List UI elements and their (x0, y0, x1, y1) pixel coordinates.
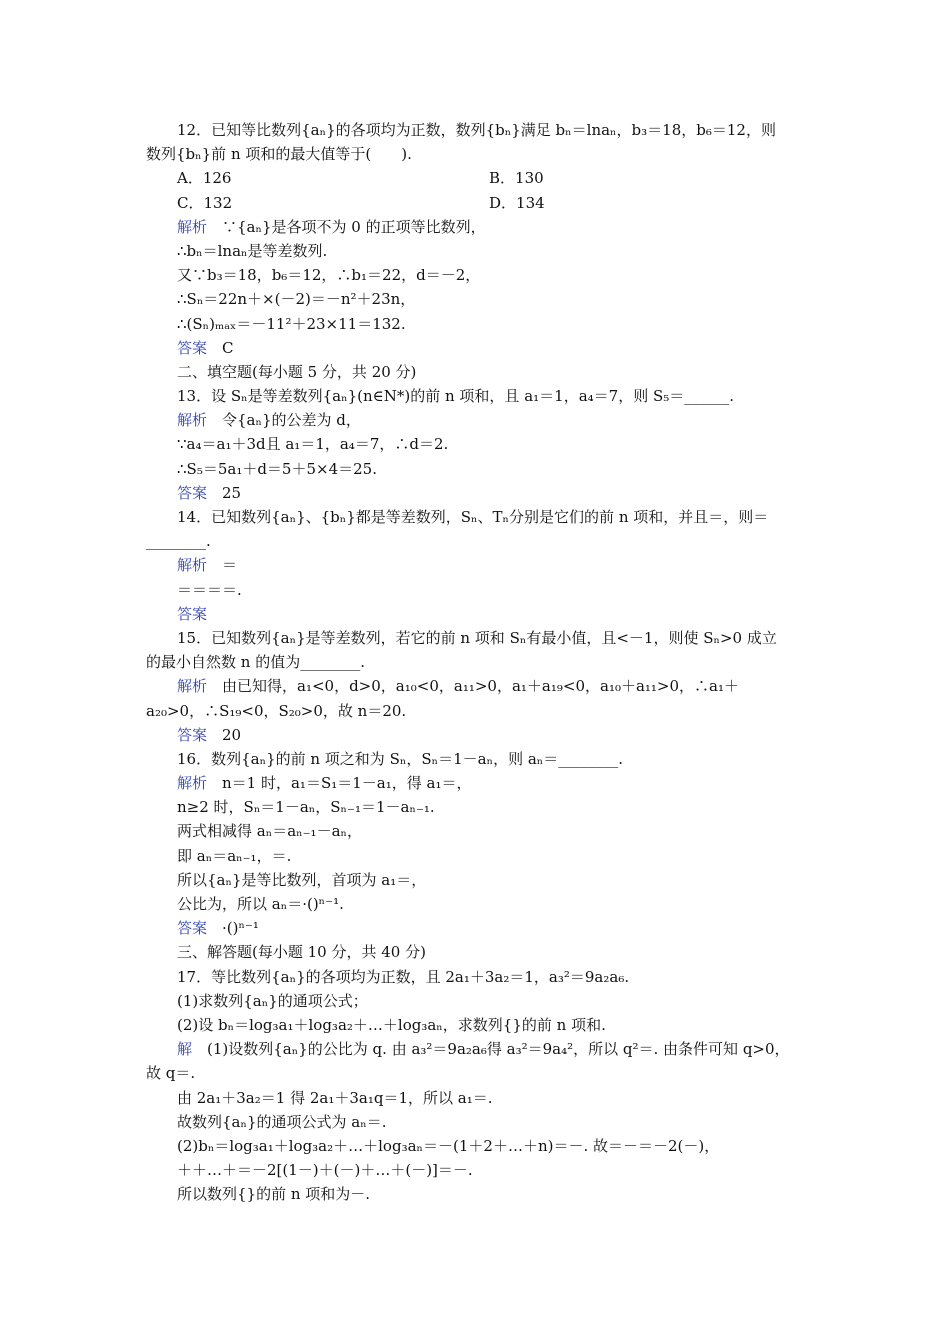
line-text: 即 aₙ＝aₙ₋₁，＝. (177, 846, 292, 865)
text-line (146, 215, 808, 239)
text-line (146, 578, 808, 602)
text-line (146, 795, 808, 819)
line-text: 13．设 Sₙ是等差数列{aₙ}(n∈N*)的前 n 项和，且 a₁＝1，a₄＝7，则 S₅＝______. (177, 387, 735, 406)
text-line (146, 747, 808, 771)
section-label: 答案 (177, 725, 208, 744)
section-label: 答案 (177, 338, 208, 357)
line-text: ＝＝＝＝. (177, 580, 242, 599)
text-line (146, 1037, 808, 1061)
text-line (146, 650, 808, 674)
text-line (146, 1110, 808, 1134)
text-line (146, 965, 808, 989)
section-label: 解析 (177, 556, 208, 575)
section-label: 解析 (177, 774, 208, 793)
line-text: ＝ (207, 556, 238, 575)
line-text: 故 q＝. (146, 1064, 196, 1083)
answer-option: A．126 (177, 169, 232, 188)
text-line (146, 940, 808, 964)
text-line (146, 457, 808, 481)
line-text: ∵a₄＝a₁＋3d且 a₁＝1，a₄＝7，∴d＝2. (177, 435, 449, 454)
text-line (146, 360, 808, 384)
text-line (146, 868, 808, 892)
text-line (146, 723, 808, 747)
line-text: ·()ⁿ⁻¹ (207, 919, 259, 938)
line-text: n≥2 时，Sₙ＝1－aₙ，Sₙ₋₁＝1－aₙ₋₁. (177, 798, 435, 817)
line-text: ∴S₅＝5a₁＋d＝5＋5×4＝25. (177, 459, 377, 478)
text-line (146, 505, 808, 529)
line-text: 由已知得，a₁<0，d>0，a₁₀<0，a₁₁>0，a₁＋a₁₉<0，a₁₀＋a₁₁>0，∴a₁＋ (207, 677, 740, 696)
text-line (146, 481, 808, 505)
line-text: 所以数列{}的前 n 项和为－. (177, 1185, 371, 1204)
line-text: n＝1 时，a₁＝S₁＝1－a₁，得 a₁＝， (207, 774, 472, 793)
text-line (146, 819, 808, 843)
line-text: (2)bₙ＝log₃a₁＋log₃a₂＋…＋log₃aₙ＝－(1＋2＋…＋n)＝－. 故＝－＝－2(－)， (177, 1136, 720, 1155)
text-line (146, 384, 808, 408)
section-label: 解析 (177, 411, 208, 430)
line-text: (1)求数列{aₙ}的通项公式； (177, 991, 368, 1010)
line-text: ∴(Sₙ)ₘₐₓ＝－11²＋23×11＝132. (177, 314, 406, 333)
line-text: 所以{aₙ}是等比数列，首项为 a₁＝， (177, 870, 427, 889)
text-line (146, 674, 808, 698)
line-text: ∵{aₙ}是各项不为 0 的正项等比数列， (207, 217, 486, 236)
text-line (146, 1134, 808, 1158)
text-line (146, 626, 808, 650)
line-text: 12．已知等比数列{aₙ}的各项均为正数，数列{bₙ}满足 bₙ＝lnaₙ，b₃＝18，b₆＝12，则 (177, 121, 776, 139)
section-label: 答案 (177, 604, 208, 623)
text-line (146, 408, 808, 432)
line-text: 二、填空题(每小题 5 分，共 20 分) (177, 362, 417, 381)
line-text: ＋＋…＋＝－2[(1－)＋(－)＋…＋(－)]＝－. (177, 1161, 473, 1180)
text-line (146, 844, 808, 868)
section-label: 解析 (177, 677, 208, 696)
line-text: 两式相减得 aₙ＝aₙ₋₁－aₙ， (177, 822, 362, 841)
text-line (146, 1013, 808, 1037)
section-label: 答案 (177, 483, 208, 502)
line-text: 20 (207, 725, 242, 744)
text-line (146, 287, 808, 311)
text-line (146, 336, 808, 360)
line-text: (2)设 bₙ＝log₃a₁＋log₃a₂＋…＋log₃aₙ，求数列{}的前 n 项和. (177, 1015, 606, 1034)
line-text: 公比为，所以 aₙ＝·()ⁿ⁻¹. (177, 895, 344, 913)
text-line (146, 312, 808, 336)
document-body (146, 118, 808, 1206)
answer-option: B．130 (489, 169, 544, 188)
line-text: 16．数列{aₙ}的前 n 项之和为 Sₙ，Sₙ＝1－aₙ，则 aₙ＝________. (177, 749, 624, 768)
text-line (146, 916, 808, 940)
section-label: 解 (177, 1040, 193, 1059)
line-text: C (207, 338, 234, 357)
text-line (146, 1182, 808, 1206)
text-line (146, 771, 808, 795)
line-text: 三、解答题(每小题 10 分，共 40 分) (177, 943, 426, 962)
line-text: 15．已知数列{aₙ}是等差数列，若它的前 n 项和 Sₙ有最小值，且<－1，则使 Sₙ>0 成立 (177, 628, 777, 647)
text-line (146, 118, 808, 142)
line-text: 故数列{aₙ}的通项公式为 aₙ＝. (177, 1112, 387, 1131)
text-line (146, 239, 808, 263)
text-line (146, 989, 808, 1013)
text-line (146, 529, 808, 553)
line-text: 由 2a₁＋3a₂＝1 得 2a₁＋3a₁q＝1，所以 a₁＝. (177, 1088, 493, 1107)
answer-option: D．134 (489, 193, 545, 212)
text-line (146, 432, 808, 456)
text-line (146, 892, 808, 916)
text-line (146, 602, 808, 626)
text-line (146, 1086, 808, 1110)
text-line (146, 1061, 808, 1085)
section-label: 答案 (177, 919, 208, 938)
text-line (146, 699, 808, 723)
line-text: 14．已知数列{aₙ}、{bₙ}都是等差数列，Sₙ、Tₙ分别是它们的前 n 项和，并且＝，则＝ (177, 508, 769, 526)
line-text: 的最小自然数 n 的值为________. (146, 653, 365, 672)
text-line (146, 142, 808, 166)
line-text: (1)设数列{aₙ}的公比为 q. 由 a₃²＝9a₂a₆得 a₃²＝9a₄²，所以 q²＝. 由条件可知 q>0， (192, 1040, 790, 1059)
line-text: ________. (146, 532, 211, 551)
line-text: 又∵b₃＝18，b₆＝12，∴b₁＝22，d＝－2， (177, 266, 481, 285)
line-text: a₂₀>0，∴S₁₉<0，S₂₀>0，故 n＝20. (146, 701, 407, 720)
answer-option: C．132 (177, 193, 233, 212)
text-line (146, 263, 808, 287)
text-line (146, 166, 808, 190)
line-text: 25 (207, 483, 242, 502)
line-text: ∴Sₙ＝22n＋×(－2)＝－n²＋23n， (177, 290, 416, 309)
line-text: ∴bₙ＝lnaₙ是等差数列. (177, 241, 328, 260)
section-label: 解析 (177, 217, 208, 236)
text-line (146, 191, 808, 215)
text-line (146, 1158, 808, 1182)
line-text: 数列{bₙ}前 n 项和的最大值等于( ). (146, 145, 412, 164)
line-text: 令{aₙ}的公差为 d， (207, 411, 361, 430)
line-text: 17．等比数列{aₙ}的各项均为正数，且 2a₁＋3a₂＝1，a₃²＝9a₂a₆. (177, 967, 630, 986)
text-line (146, 553, 808, 577)
